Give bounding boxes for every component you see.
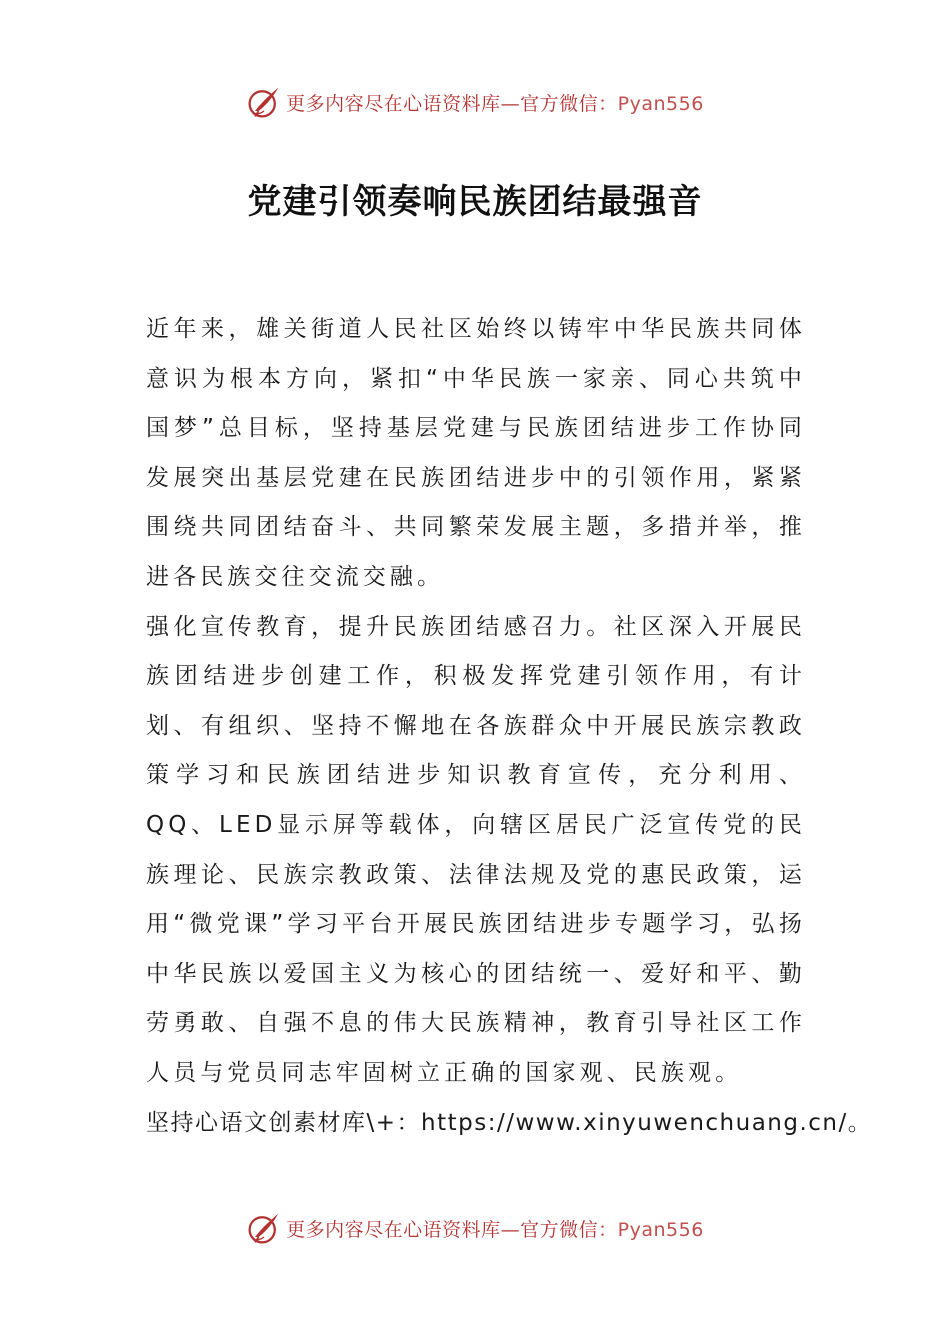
- quill-pen-logo-icon: [246, 1210, 282, 1246]
- paragraph-source-link: 坚持心语文创素材库\+：https://www.xinyuwenchuang.cn/。: [146, 1109, 873, 1136]
- paragraph-publicity-education: 强化宣传教育，提升民族团结感召力。社区深入开展民族团结进步创建工作，积极发挥党建引领作用，有计划、有组织、坚持不懈地在各族群众中开展民族宗教政策学习和民族团结进步知识教育宣传，充分利用、QQ、LED显示屏等载体，向辖区居民广泛宣传党的民族理论、民族宗教政策、法律法规及党的惠民政策，运用“微党课”学习平台开展民族团结进步专题学习，弘扬中华民族以爱国主义为核心的团结统一、爱好和平、勤劳勇敢、自强不息的伟大民族精神，教育引导社区工作人员与党员同志牢固树立正确的国家观、民族观。: [146, 613, 806, 1086]
- footer-banner: [0, 1208, 950, 1248]
- footer-banner-text: [286, 1215, 704, 1242]
- quill-pen-logo-icon: [246, 84, 282, 120]
- header-banner-text: [286, 89, 704, 116]
- header-banner: [0, 82, 950, 122]
- document-body: [146, 305, 873, 1148]
- header-banner-label: 更多内容尽在心语资料库—官方微信：: [286, 92, 618, 115]
- footer-banner-label: 更多内容尽在心语资料库—官方微信：: [286, 1218, 618, 1241]
- paragraph-intro: 近年来，雄关街道人民社区始终以铸牢中华民族共同体意识为根本方向，紧扣“中华民族一家亲、同心共筑中国梦”总目标，坚持基层党建与民族团结进步工作协同发展突出基层党建在民族团结进步中的引领作用，紧紧围绕共同团结奋斗、共同繁荣发展主题，多措并举，推进各民族交往交流交融。: [146, 316, 806, 590]
- document-title: 党建引领奏响民族团结最强音: [247, 182, 703, 222]
- footer-banner-handle: Pyan556: [617, 1218, 704, 1241]
- header-banner-handle: Pyan556: [617, 92, 704, 115]
